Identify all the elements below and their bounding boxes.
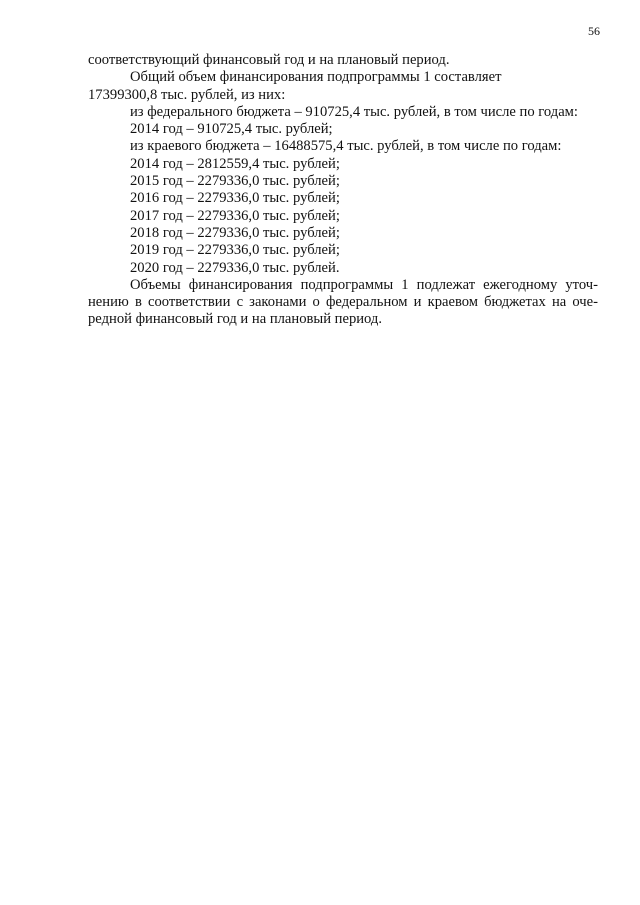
document-body xyxy=(88,52,598,329)
text-line: 17399300,8 тыс. рублей, из них: xyxy=(88,86,286,103)
final-paragraph-line: редной финансовый год и на плановый период. xyxy=(88,311,383,328)
final-paragraph-line: Объемы финансирования подпрограммы 1 подлежат ежегодному уточ- xyxy=(130,276,598,293)
regional-year-line: 2020 год – 2279336,0 тыс. рублей. xyxy=(130,259,340,276)
regional-year-line: 2019 год – 2279336,0 тыс. рублей; xyxy=(130,242,340,259)
page-number: 56 xyxy=(588,24,600,38)
regional-year-line: 2018 год – 2279336,0 тыс. рублей; xyxy=(130,224,340,241)
text-line: соответствующий финансовый год и на плановый период. xyxy=(88,52,450,68)
federal-year-line: 2014 год – 910725,4 тыс. рублей; xyxy=(130,121,333,138)
regional-year-line: 2015 год – 2279336,0 тыс. рублей; xyxy=(130,173,340,190)
regional-year-line: 2014 год – 2812559,4 тыс. рублей; xyxy=(130,155,340,172)
federal-budget-line: из федерального бюджета – 910725,4 тыс. рублей, в том числе по годам: xyxy=(130,103,578,120)
regional-budget-line: из краевого бюджета – 16488575,4 тыс. рублей, в том числе по годам: xyxy=(130,138,562,155)
regional-year-line: 2016 год – 2279336,0 тыс. рублей; xyxy=(130,190,340,207)
text-line: Общий объем финансирования подпрограммы 1 составляет xyxy=(130,69,502,86)
regional-year-line: 2017 год – 2279336,0 тыс. рублей; xyxy=(130,207,340,224)
final-paragraph-line: нению в соответствии с законами о федеральном и краевом бюджетах на оче- xyxy=(88,294,598,311)
